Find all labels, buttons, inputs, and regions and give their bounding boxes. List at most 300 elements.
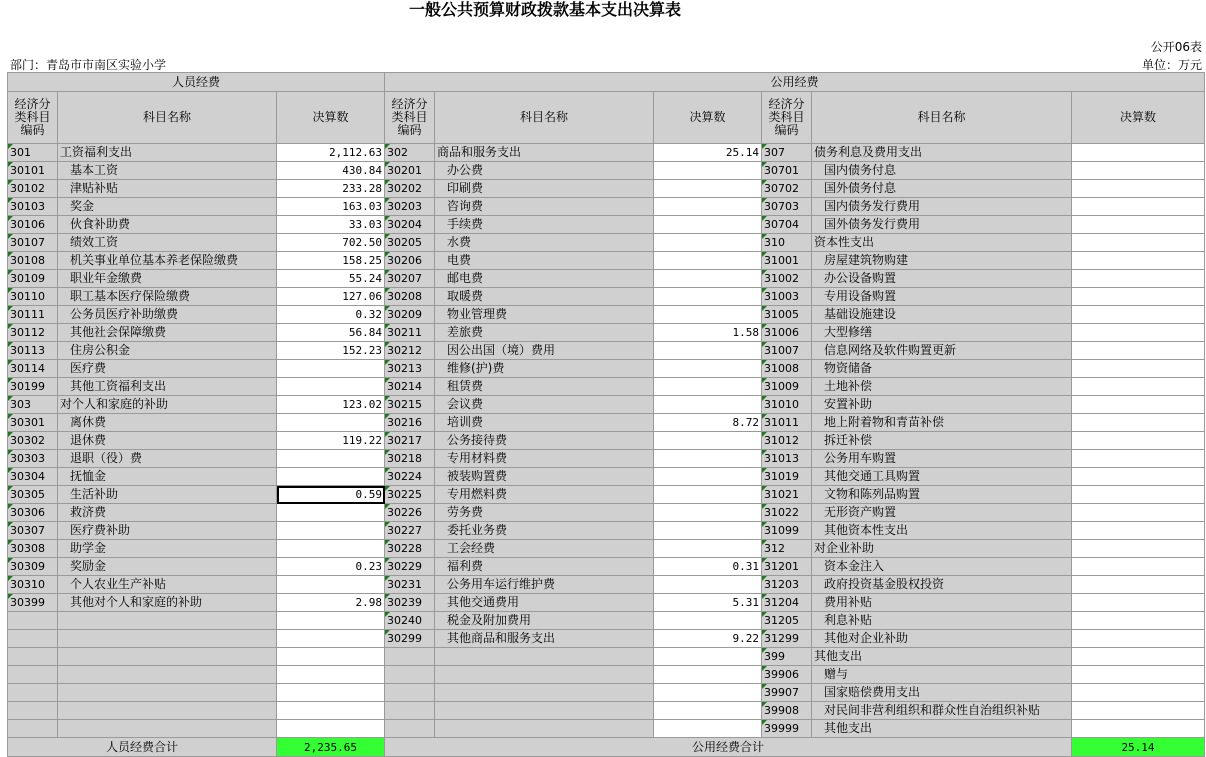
amount-cell[interactable] [654, 540, 762, 558]
code-cell[interactable]: 30199 [8, 378, 58, 396]
amount-cell[interactable] [1072, 432, 1205, 450]
item-name-cell[interactable]: 其他社会保障缴费 [58, 324, 277, 342]
code-cell[interactable]: 30114 [8, 360, 58, 378]
item-name-cell[interactable]: 租赁费 [435, 378, 654, 396]
amount-cell[interactable] [1072, 576, 1205, 594]
item-name-cell[interactable]: 邮电费 [435, 270, 654, 288]
item-name-cell[interactable]: 救济费 [58, 504, 277, 522]
item-name-cell[interactable]: 大型修缮 [812, 324, 1072, 342]
amount-cell[interactable] [654, 522, 762, 540]
item-name-cell[interactable]: 安置补助 [812, 396, 1072, 414]
amount-cell[interactable] [1072, 504, 1205, 522]
amount-cell[interactable] [654, 234, 762, 252]
code-cell[interactable]: 39907 [762, 684, 812, 702]
item-name-cell[interactable]: 对企业补助 [812, 540, 1072, 558]
amount-cell[interactable]: 0.32 [277, 306, 385, 324]
amount-cell[interactable] [1072, 612, 1205, 630]
item-name-cell[interactable]: 费用补贴 [812, 594, 1072, 612]
code-cell[interactable]: 30228 [385, 540, 435, 558]
item-name-cell[interactable]: 公务员医疗补助缴费 [58, 306, 277, 324]
code-cell[interactable] [8, 648, 58, 666]
item-name-cell[interactable]: 税金及附加费用 [435, 612, 654, 630]
amount-cell[interactable] [277, 414, 385, 432]
code-cell[interactable]: 30229 [385, 558, 435, 576]
item-name-cell[interactable]: 退休费 [58, 432, 277, 450]
item-name-cell[interactable]: 职工基本医疗保险缴费 [58, 288, 277, 306]
col-header-code-1[interactable]: 经济分类科目编码 [8, 92, 58, 144]
amount-cell[interactable]: 158.25 [277, 252, 385, 270]
code-cell[interactable]: 307 [762, 144, 812, 162]
item-name-cell[interactable]: 其他交通工具购置 [812, 468, 1072, 486]
amount-cell[interactable]: 56.84 [277, 324, 385, 342]
item-name-cell[interactable] [58, 720, 277, 738]
item-name-cell[interactable]: 债务利息及费用支出 [812, 144, 1072, 162]
code-cell[interactable]: 30209 [385, 306, 435, 324]
code-cell[interactable]: 301 [8, 144, 58, 162]
amount-cell[interactable]: 163.03 [277, 198, 385, 216]
item-name-cell[interactable]: 其他对个人和家庭的补助 [58, 594, 277, 612]
item-name-cell[interactable]: 退职（役）费 [58, 450, 277, 468]
amount-cell[interactable] [1072, 360, 1205, 378]
code-cell[interactable]: 31013 [762, 450, 812, 468]
col-header-amount-3[interactable]: 决算数 [1072, 92, 1205, 144]
code-cell[interactable]: 30205 [385, 234, 435, 252]
item-name-cell[interactable]: 基础设施建设 [812, 306, 1072, 324]
item-name-cell[interactable] [435, 702, 654, 720]
item-name-cell[interactable]: 奖励金 [58, 558, 277, 576]
amount-cell[interactable]: 5.31 [654, 594, 762, 612]
amount-cell[interactable] [654, 306, 762, 324]
code-cell[interactable]: 31007 [762, 342, 812, 360]
item-name-cell[interactable]: 其他商品和服务支出 [435, 630, 654, 648]
amount-cell[interactable] [654, 648, 762, 666]
code-cell[interactable] [8, 684, 58, 702]
amount-cell[interactable]: 55.24 [277, 270, 385, 288]
code-cell[interactable] [385, 684, 435, 702]
item-name-cell[interactable]: 办公费 [435, 162, 654, 180]
item-name-cell[interactable]: 奖金 [58, 198, 277, 216]
amount-cell[interactable] [277, 450, 385, 468]
code-cell[interactable]: 30216 [385, 414, 435, 432]
item-name-cell[interactable]: 委托业务费 [435, 522, 654, 540]
code-cell[interactable]: 31011 [762, 414, 812, 432]
code-cell[interactable]: 30207 [385, 270, 435, 288]
code-cell[interactable]: 31010 [762, 396, 812, 414]
item-name-cell[interactable]: 其他支出 [812, 720, 1072, 738]
code-cell[interactable]: 31299 [762, 630, 812, 648]
amount-cell[interactable] [1072, 234, 1205, 252]
item-name-cell[interactable]: 国外债务付息 [812, 180, 1072, 198]
code-cell[interactable]: 30201 [385, 162, 435, 180]
item-name-cell[interactable]: 利息补贴 [812, 612, 1072, 630]
amount-cell[interactable] [277, 522, 385, 540]
amount-cell-selected[interactable]: 0.59 [277, 486, 385, 504]
amount-cell[interactable] [1072, 630, 1205, 648]
code-cell[interactable]: 31002 [762, 270, 812, 288]
item-name-cell[interactable]: 国内债务发行费用 [812, 198, 1072, 216]
item-name-cell[interactable]: 其他资本性支出 [812, 522, 1072, 540]
amount-cell[interactable] [277, 720, 385, 738]
code-cell[interactable]: 30214 [385, 378, 435, 396]
code-cell[interactable]: 30304 [8, 468, 58, 486]
amount-cell[interactable] [277, 468, 385, 486]
amount-cell[interactable] [1072, 216, 1205, 234]
amount-cell[interactable]: 127.06 [277, 288, 385, 306]
amount-cell[interactable] [277, 630, 385, 648]
amount-cell[interactable] [1072, 306, 1205, 324]
item-name-cell[interactable]: 房屋建筑物购建 [812, 252, 1072, 270]
amount-cell[interactable] [277, 378, 385, 396]
code-cell[interactable]: 30227 [385, 522, 435, 540]
code-cell[interactable]: 30106 [8, 216, 58, 234]
code-cell[interactable]: 30310 [8, 576, 58, 594]
amount-cell[interactable] [1072, 324, 1205, 342]
item-name-cell[interactable]: 医疗费 [58, 360, 277, 378]
item-name-cell[interactable]: 其他工资福利支出 [58, 378, 277, 396]
code-cell[interactable]: 31022 [762, 504, 812, 522]
code-cell[interactable] [385, 702, 435, 720]
code-cell[interactable]: 31203 [762, 576, 812, 594]
code-cell[interactable]: 30110 [8, 288, 58, 306]
code-cell[interactable]: 30302 [8, 432, 58, 450]
amount-cell[interactable]: 2,112.63 [277, 144, 385, 162]
amount-cell[interactable] [277, 540, 385, 558]
code-cell[interactable]: 30112 [8, 324, 58, 342]
code-cell[interactable]: 30701 [762, 162, 812, 180]
item-name-cell[interactable]: 对个人和家庭的补助 [58, 396, 277, 414]
col-header-name-2[interactable]: 科目名称 [435, 92, 654, 144]
code-cell[interactable]: 30231 [385, 576, 435, 594]
amount-cell[interactable] [1072, 558, 1205, 576]
amount-cell[interactable] [654, 450, 762, 468]
amount-cell[interactable] [654, 288, 762, 306]
code-cell[interactable]: 30215 [385, 396, 435, 414]
amount-cell[interactable] [654, 486, 762, 504]
code-cell[interactable]: 312 [762, 540, 812, 558]
item-name-cell[interactable]: 津贴补贴 [58, 180, 277, 198]
section-personnel[interactable]: 人员经费 [8, 73, 385, 92]
personnel-total-label[interactable]: 人员经费合计 [8, 738, 277, 757]
col-header-name-3[interactable]: 科目名称 [812, 92, 1072, 144]
code-cell[interactable]: 30225 [385, 486, 435, 504]
code-cell[interactable]: 30240 [385, 612, 435, 630]
item-name-cell[interactable]: 资本性支出 [812, 234, 1072, 252]
amount-cell[interactable]: 0.31 [654, 558, 762, 576]
item-name-cell[interactable]: 办公设备购置 [812, 270, 1072, 288]
code-cell[interactable]: 302 [385, 144, 435, 162]
amount-cell[interactable] [1072, 522, 1205, 540]
item-name-cell[interactable]: 国外债务发行费用 [812, 216, 1072, 234]
code-cell[interactable] [385, 720, 435, 738]
amount-cell[interactable] [654, 396, 762, 414]
item-name-cell[interactable]: 个人农业生产补贴 [58, 576, 277, 594]
item-name-cell[interactable]: 其他交通费用 [435, 594, 654, 612]
item-name-cell[interactable]: 物资储备 [812, 360, 1072, 378]
code-cell[interactable]: 30704 [762, 216, 812, 234]
code-cell[interactable]: 30204 [385, 216, 435, 234]
amount-cell[interactable] [1072, 180, 1205, 198]
public-total-label[interactable]: 公用经费合计 [385, 738, 1072, 757]
item-name-cell[interactable]: 因公出国（境）费用 [435, 342, 654, 360]
item-name-cell[interactable] [58, 666, 277, 684]
code-cell[interactable]: 31012 [762, 432, 812, 450]
amount-cell[interactable] [277, 684, 385, 702]
item-name-cell[interactable]: 会议费 [435, 396, 654, 414]
item-name-cell[interactable]: 国内债务付息 [812, 162, 1072, 180]
personnel-total-amount[interactable]: 2,235.65 [277, 738, 385, 757]
amount-cell[interactable] [654, 468, 762, 486]
code-cell[interactable]: 30206 [385, 252, 435, 270]
code-cell[interactable]: 31008 [762, 360, 812, 378]
code-cell[interactable]: 31019 [762, 468, 812, 486]
code-cell[interactable]: 31201 [762, 558, 812, 576]
code-cell[interactable]: 30301 [8, 414, 58, 432]
code-cell[interactable] [8, 630, 58, 648]
item-name-cell[interactable] [435, 720, 654, 738]
code-cell[interactable]: 30703 [762, 198, 812, 216]
amount-cell[interactable]: 702.50 [277, 234, 385, 252]
amount-cell[interactable] [277, 360, 385, 378]
code-cell[interactable]: 310 [762, 234, 812, 252]
amount-cell[interactable] [654, 342, 762, 360]
item-name-cell[interactable]: 赠与 [812, 666, 1072, 684]
item-name-cell[interactable]: 劳务费 [435, 504, 654, 522]
code-cell[interactable]: 39908 [762, 702, 812, 720]
item-name-cell[interactable]: 专用材料费 [435, 450, 654, 468]
item-name-cell[interactable]: 国家赔偿费用支出 [812, 684, 1072, 702]
amount-cell[interactable] [654, 360, 762, 378]
amount-cell[interactable] [1072, 252, 1205, 270]
code-cell[interactable]: 30111 [8, 306, 58, 324]
item-name-cell[interactable]: 信息网络及软件购置更新 [812, 342, 1072, 360]
code-cell[interactable]: 30109 [8, 270, 58, 288]
code-cell[interactable] [385, 648, 435, 666]
item-name-cell[interactable]: 住房公积金 [58, 342, 277, 360]
amount-cell[interactable] [1072, 450, 1205, 468]
code-cell[interactable]: 31099 [762, 522, 812, 540]
item-name-cell[interactable]: 物业管理费 [435, 306, 654, 324]
amount-cell[interactable]: 430.84 [277, 162, 385, 180]
code-cell[interactable] [385, 666, 435, 684]
code-cell[interactable]: 30399 [8, 594, 58, 612]
amount-cell[interactable] [277, 612, 385, 630]
code-cell[interactable]: 30108 [8, 252, 58, 270]
item-name-cell[interactable]: 伙食补助费 [58, 216, 277, 234]
item-name-cell[interactable]: 地上附着物和青苗补偿 [812, 414, 1072, 432]
item-name-cell[interactable]: 助学金 [58, 540, 277, 558]
amount-cell[interactable]: 119.22 [277, 432, 385, 450]
item-name-cell[interactable]: 医疗费补助 [58, 522, 277, 540]
amount-cell[interactable] [1072, 486, 1205, 504]
code-cell[interactable]: 30218 [385, 450, 435, 468]
amount-cell[interactable]: 33.03 [277, 216, 385, 234]
code-cell[interactable]: 31005 [762, 306, 812, 324]
item-name-cell[interactable] [435, 648, 654, 666]
code-cell[interactable]: 30101 [8, 162, 58, 180]
item-name-cell[interactable] [58, 648, 277, 666]
code-cell[interactable]: 31001 [762, 252, 812, 270]
amount-cell[interactable]: 2.98 [277, 594, 385, 612]
item-name-cell[interactable]: 其他对企业补助 [812, 630, 1072, 648]
amount-cell[interactable] [654, 378, 762, 396]
item-name-cell[interactable]: 政府投资基金股权投资 [812, 576, 1072, 594]
amount-cell[interactable] [1072, 468, 1205, 486]
item-name-cell[interactable]: 专用设备购置 [812, 288, 1072, 306]
code-cell[interactable]: 31006 [762, 324, 812, 342]
item-name-cell[interactable]: 对民间非营利组织和群众性自治组织补贴 [812, 702, 1072, 720]
item-name-cell[interactable]: 手续费 [435, 216, 654, 234]
code-cell[interactable]: 30107 [8, 234, 58, 252]
amount-cell[interactable] [1072, 702, 1205, 720]
amount-cell[interactable] [277, 666, 385, 684]
amount-cell[interactable]: 8.72 [654, 414, 762, 432]
code-cell[interactable]: 30308 [8, 540, 58, 558]
item-name-cell[interactable]: 商品和服务支出 [435, 144, 654, 162]
code-cell[interactable]: 30202 [385, 180, 435, 198]
public-total-amount[interactable]: 25.14 [1072, 738, 1205, 757]
code-cell[interactable]: 31009 [762, 378, 812, 396]
code-cell[interactable]: 31205 [762, 612, 812, 630]
item-name-cell[interactable]: 福利费 [435, 558, 654, 576]
item-name-cell[interactable] [58, 612, 277, 630]
code-cell[interactable]: 31021 [762, 486, 812, 504]
code-cell[interactable]: 30211 [385, 324, 435, 342]
item-name-cell[interactable]: 工资福利支出 [58, 144, 277, 162]
item-name-cell[interactable]: 公务用车运行维护费 [435, 576, 654, 594]
item-name-cell[interactable]: 离休费 [58, 414, 277, 432]
amount-cell[interactable] [1072, 162, 1205, 180]
code-cell[interactable]: 303 [8, 396, 58, 414]
item-name-cell[interactable] [58, 684, 277, 702]
item-name-cell[interactable]: 咨询费 [435, 198, 654, 216]
code-cell[interactable]: 30309 [8, 558, 58, 576]
item-name-cell[interactable]: 电费 [435, 252, 654, 270]
amount-cell[interactable] [1072, 198, 1205, 216]
code-cell[interactable] [8, 702, 58, 720]
amount-cell[interactable] [654, 162, 762, 180]
code-cell[interactable]: 30702 [762, 180, 812, 198]
item-name-cell[interactable]: 培训费 [435, 414, 654, 432]
amount-cell[interactable] [277, 648, 385, 666]
code-cell[interactable]: 39999 [762, 720, 812, 738]
amount-cell[interactable]: 25.14 [654, 144, 762, 162]
code-cell[interactable]: 30303 [8, 450, 58, 468]
amount-cell[interactable] [277, 504, 385, 522]
amount-cell[interactable] [1072, 414, 1205, 432]
amount-cell[interactable] [654, 252, 762, 270]
amount-cell[interactable] [277, 576, 385, 594]
item-name-cell[interactable] [58, 630, 277, 648]
amount-cell[interactable] [1072, 342, 1205, 360]
amount-cell[interactable] [1072, 288, 1205, 306]
item-name-cell[interactable]: 公务用车购置 [812, 450, 1072, 468]
item-name-cell[interactable]: 职业年金缴费 [58, 270, 277, 288]
item-name-cell[interactable] [58, 702, 277, 720]
col-header-code-3[interactable]: 经济分类科目编码 [762, 92, 812, 144]
item-name-cell[interactable]: 机关事业单位基本养老保险缴费 [58, 252, 277, 270]
item-name-cell[interactable]: 其他支出 [812, 648, 1072, 666]
code-cell[interactable]: 30226 [385, 504, 435, 522]
amount-cell[interactable]: 0.23 [277, 558, 385, 576]
amount-cell[interactable] [654, 270, 762, 288]
amount-cell[interactable] [1072, 720, 1205, 738]
code-cell[interactable]: 399 [762, 648, 812, 666]
code-cell[interactable]: 30306 [8, 504, 58, 522]
item-name-cell[interactable]: 拆迁补偿 [812, 432, 1072, 450]
code-cell[interactable]: 30212 [385, 342, 435, 360]
amount-cell[interactable] [654, 684, 762, 702]
item-name-cell[interactable]: 公务接待费 [435, 432, 654, 450]
code-cell[interactable] [8, 720, 58, 738]
col-header-name-1[interactable]: 科目名称 [58, 92, 277, 144]
amount-cell[interactable] [654, 666, 762, 684]
item-name-cell[interactable]: 取暖费 [435, 288, 654, 306]
item-name-cell[interactable]: 印刷费 [435, 180, 654, 198]
amount-cell[interactable] [654, 432, 762, 450]
amount-cell[interactable] [1072, 144, 1205, 162]
amount-cell[interactable] [1072, 378, 1205, 396]
code-cell[interactable]: 30307 [8, 522, 58, 540]
item-name-cell[interactable] [435, 666, 654, 684]
amount-cell[interactable]: 152.23 [277, 342, 385, 360]
code-cell[interactable] [8, 666, 58, 684]
amount-cell[interactable] [1072, 396, 1205, 414]
col-header-amount-1[interactable]: 决算数 [277, 92, 385, 144]
amount-cell[interactable] [1072, 684, 1205, 702]
code-cell[interactable]: 31204 [762, 594, 812, 612]
item-name-cell[interactable]: 专用燃料费 [435, 486, 654, 504]
amount-cell[interactable] [1072, 540, 1205, 558]
amount-cell[interactable]: 233.28 [277, 180, 385, 198]
code-cell[interactable]: 39906 [762, 666, 812, 684]
amount-cell[interactable] [1072, 594, 1205, 612]
amount-cell[interactable]: 123.02 [277, 396, 385, 414]
code-cell[interactable] [8, 612, 58, 630]
code-cell[interactable]: 30305 [8, 486, 58, 504]
code-cell[interactable]: 30203 [385, 198, 435, 216]
item-name-cell[interactable]: 维修(护)费 [435, 360, 654, 378]
col-header-amount-2[interactable]: 决算数 [654, 92, 762, 144]
code-cell[interactable]: 31003 [762, 288, 812, 306]
item-name-cell[interactable]: 生活补助 [58, 486, 277, 504]
amount-cell[interactable] [654, 180, 762, 198]
amount-cell[interactable]: 9.22 [654, 630, 762, 648]
code-cell[interactable]: 30213 [385, 360, 435, 378]
code-cell[interactable]: 30113 [8, 342, 58, 360]
amount-cell[interactable]: 1.58 [654, 324, 762, 342]
col-header-code-2[interactable]: 经济分类科目编码 [385, 92, 435, 144]
amount-cell[interactable] [654, 504, 762, 522]
amount-cell[interactable] [1072, 648, 1205, 666]
code-cell[interactable]: 30239 [385, 594, 435, 612]
amount-cell[interactable] [1072, 666, 1205, 684]
item-name-cell[interactable]: 差旅费 [435, 324, 654, 342]
item-name-cell[interactable]: 水费 [435, 234, 654, 252]
section-public[interactable]: 公用经费 [385, 73, 1205, 92]
item-name-cell[interactable]: 被装购置费 [435, 468, 654, 486]
item-name-cell[interactable]: 无形资产购置 [812, 504, 1072, 522]
code-cell[interactable]: 30224 [385, 468, 435, 486]
amount-cell[interactable] [277, 702, 385, 720]
item-name-cell[interactable]: 资本金注入 [812, 558, 1072, 576]
code-cell[interactable]: 30217 [385, 432, 435, 450]
item-name-cell[interactable] [435, 684, 654, 702]
code-cell[interactable]: 30103 [8, 198, 58, 216]
code-cell[interactable]: 30208 [385, 288, 435, 306]
item-name-cell[interactable]: 抚恤金 [58, 468, 277, 486]
item-name-cell[interactable]: 绩效工资 [58, 234, 277, 252]
code-cell[interactable]: 30299 [385, 630, 435, 648]
